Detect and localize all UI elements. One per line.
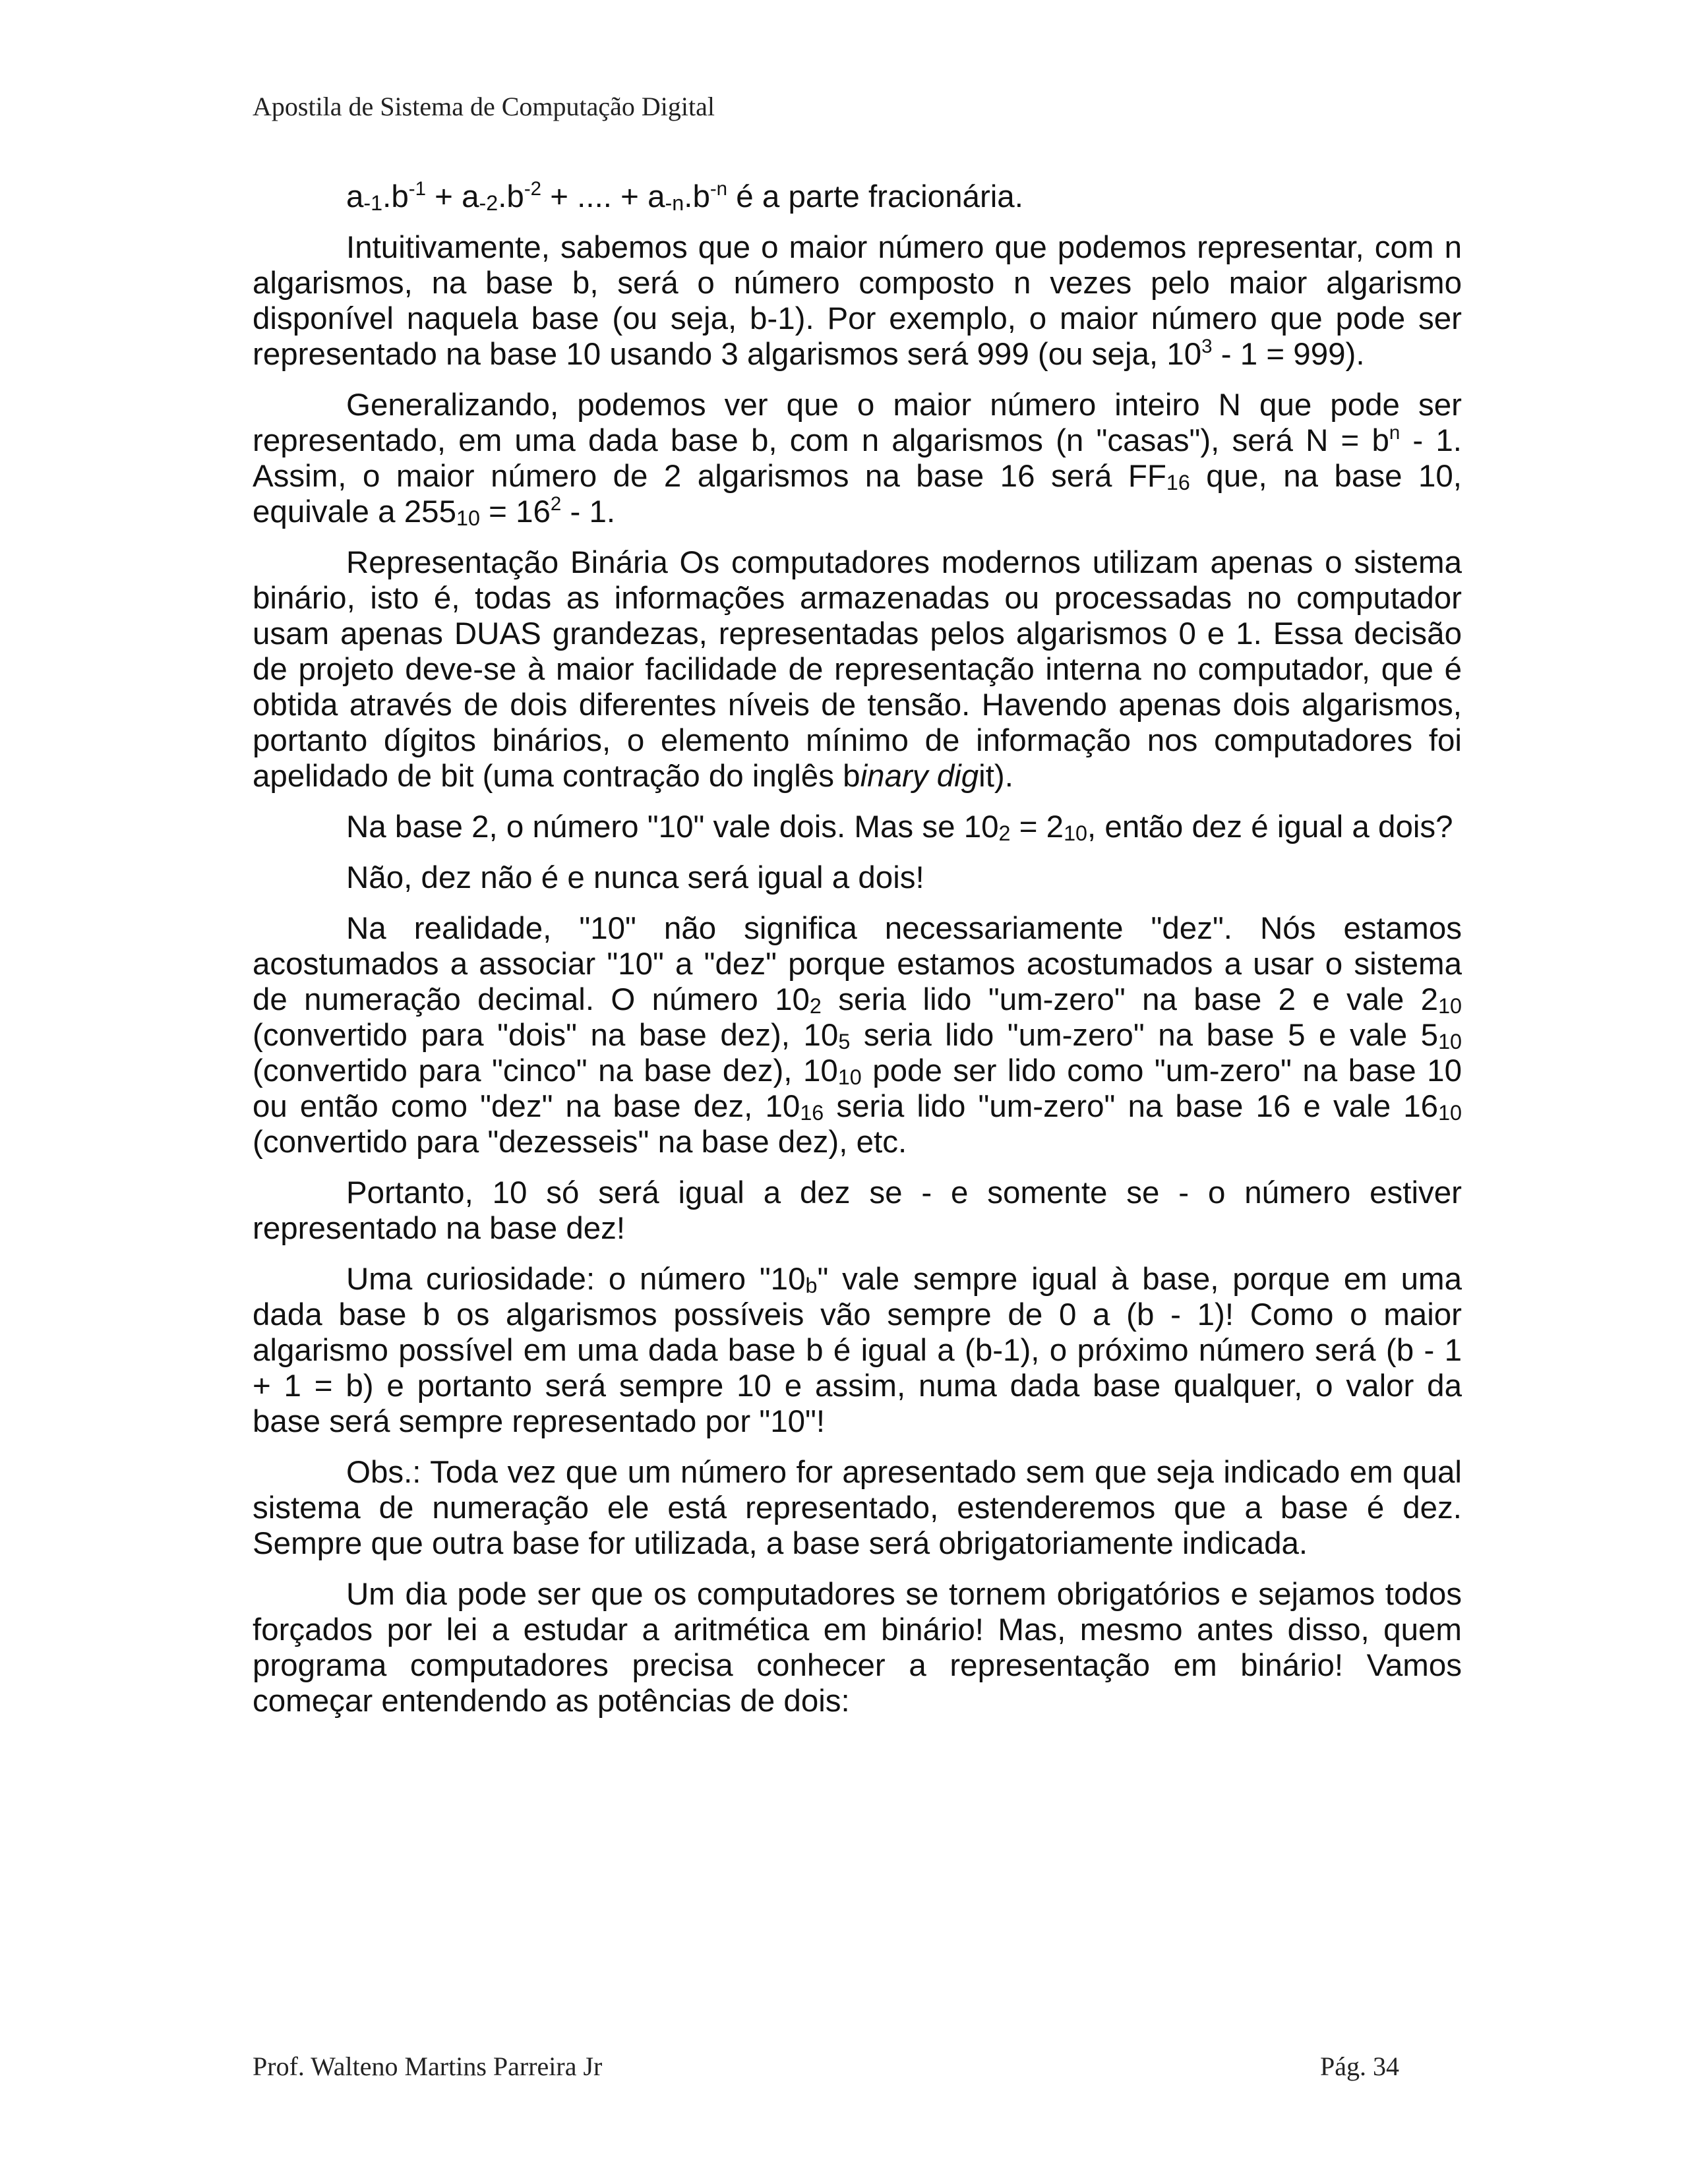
document-body [253, 179, 1462, 1734]
page-number: Pág. 34 [1320, 2051, 1399, 2081]
paragraph-base-two-question: Na base 2, o número "10" vale dois. Mas se $10_2 = 2_{10}$, então dez é igual a dois? [346, 810, 1453, 845]
paragraph-curiosity: Uma curiosidade: o número "$10_b$" vale sempre igual à base, porque em uma dada base b os algarismos possíveis vão sempre de 0 a (b - 1)! Como o maior algarismo possível em uma dada base b é igual a (b-1), o próximo número será (b - 1 + 1 = b) e portanto será sempre 10 e assim, numa dada base qualquer, o valor da base será sempre representado por "10"! [253, 1262, 1462, 1439]
paragraph-binary-representation: Representação Binária Os computadores modernos utilizam apenas o sistema binário, isto é, todas as informações armazenadas ou processadas no computador usam apenas DUAS grandezas, representadas pelos algarismos 0 e 1. Essa decisão de projeto deve-se à maior facilidade de representação interna no computador, que é obtida através de dois diferentes níveis de tensão. Havendo apenas dois algarismos, portanto dígitos binários, o elemento mínimo de informação nos computadores foi apelidado de bit (uma contração do inglês binary digit). [253, 545, 1462, 794]
paragraph-intuition: Intuitivamente, sabemos que o maior número que podemos representar, com n algarismos, na base b, será o número composto n vezes pelo maior algarismo disponível naquela base (ou seja, b-1). Por exemplo, o maior número que pode ser representado na base 10 usando 3 algarismos será 999 (ou seja, $10^3 - 1 = 999$). [253, 230, 1462, 372]
page-footer-author: Prof. Walteno Martins Parreira Jr [253, 2051, 603, 2081]
paragraph-generalization: Generalizando, podemos ver que o maior número inteiro N que pode ser representado, em uma dada base b, com n algarismos (n "casas"), será $N = b^n - 1$. Assim, o maior número de 2 algarismos na base 16 será $FF_{16}$ que, na base 10, equivale a $255_{10} = 16^2 - 1$. [253, 388, 1462, 530]
paragraph-therefore: Portanto, 10 só será igual a dez se - e somente se - o número estiver representado na base dez! [253, 1175, 1462, 1246]
paragraph-closing: Um dia pode ser que os computadores se tornem obrigatórios e sejamos todos forçados por lei a estudar a aritmética em binário! Mas, mesmo antes disso, quem programa computadores precisa conhecer a representação em binário! Vamos começar entendendo as potências de dois: [253, 1577, 1462, 1719]
page-header: Apostila de Sistema de Computação Digital [253, 92, 715, 121]
paragraph-fraction-formula: $a_{-1}.b^{-1} + a_{-2}.b^{-2}$ + .... + $a_{-n}.b^{-n}$ é a parte fracionária. [346, 177, 1023, 215]
paragraph-observation: Obs.: Toda vez que um número for apresentado sem que seja indicado em qual sistema de numeração ele está representado, estenderemos que a base é dez. Sempre que outra base for utilizada, a base será obrigatoriamente indicada. [253, 1455, 1462, 1561]
paragraph-reality: Na realidade, "10" não significa necessariamente "dez". Nós estamos acostumados a associar "10" a "dez" porque estamos acostumados a usar o sistema de numeração decimal. O número $10_2$ seria lido "um-zero" na base 2 e vale $2_{10}$ (convertido para "dois" na base dez), $10_5$ seria lido "um-zero" na base 5 e vale $5_{10}$ (convertido para "cinco" na base dez), $10_{10}$ pode ser lido como "um-zero" na base 10 ou então como "dez" na base dez, $10_{16}$ seria lido "um-zero" na base 16 e vale $16_{10}$ (convertido para "dezesseis" na base dez), etc. [253, 911, 1462, 1160]
paragraph-answer: Não, dez não é e nunca será igual a dois! [346, 860, 924, 895]
